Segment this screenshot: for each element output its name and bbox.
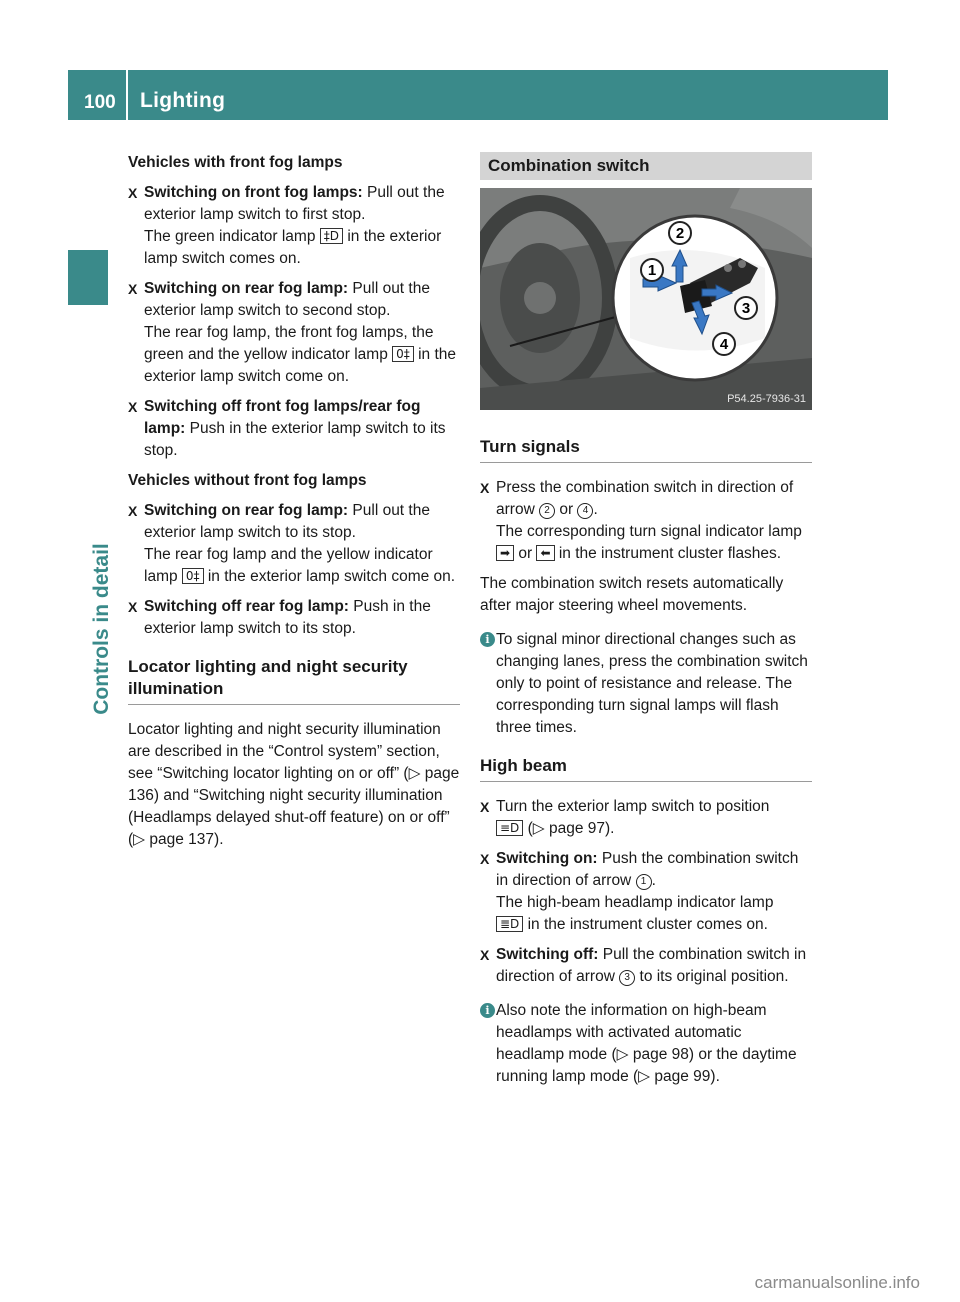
combination-switch-figure: [480, 188, 812, 410]
step-label: Switching off:: [496, 946, 599, 963]
callout-1: 1: [647, 262, 657, 279]
no-front-fog-heading: Vehicles without front fog lamps: [128, 472, 367, 489]
arrow-number-4: 4: [577, 503, 593, 519]
step-text: Push the combination switch in direction of arrow: [496, 850, 799, 889]
step-label: Switching on:: [496, 850, 598, 867]
side-chapter-label: [82, 520, 122, 750]
step-arrow-icon: X: [480, 799, 490, 815]
callout-2: 2: [675, 225, 685, 242]
high-beam-indicator-icon: ≣D: [496, 916, 523, 932]
right-turn-indicator-icon: ➡: [496, 545, 514, 561]
step-text: or: [555, 501, 578, 518]
step-result: The green indicator lamp: [144, 228, 320, 245]
step-result: The rear fog lamp and the yellow indicator lamp: [144, 546, 433, 585]
header-divider: [126, 70, 128, 120]
callout-3: 3: [741, 300, 751, 317]
step-text: Press the combination switch in direction of arrow: [496, 479, 794, 518]
locator-heading: Locator lighting and night security illumination: [128, 656, 460, 705]
step-text: .: [651, 872, 656, 889]
step-label: Switching on rear fog lamp:: [144, 502, 349, 519]
step-arrow-icon: X: [128, 399, 138, 415]
step-arrow-icon: X: [480, 851, 490, 867]
step-result-end: in the exterior lamp switch come on.: [144, 346, 457, 385]
arrow-number-1: 1: [636, 874, 652, 890]
step-text: Push in the exterior lamp switch to its stop.: [144, 420, 446, 459]
locator-body: Locator lighting and night security illumination are described in the “Control system” section, see “Switching locator lighting on or off” (▷ page 136) and “Switching night security illumination (Headlamps delayed shut-off feature) on or off” (▷ page 137).: [128, 721, 460, 848]
step-turn-signal: [480, 477, 812, 565]
rear-fog-indicator-icon: 0‡: [392, 346, 414, 362]
step-arrow-icon: X: [480, 947, 490, 963]
front-fog-indicator-icon: ‡D: [320, 228, 343, 244]
step-label: Switching on front fog lamps:: [144, 184, 363, 201]
watermark: carmanualsonline.info: [754, 1273, 920, 1292]
step-result-end: in the exterior lamp switch comes on.: [144, 228, 442, 267]
step-arrow-icon: X: [128, 281, 138, 297]
step-result: The high-beam headlamp indicator lamp: [496, 894, 774, 911]
step-text: Push in the exterior lamp switch to its stop.: [144, 598, 431, 637]
combination-switch-heading: Combination switch: [480, 152, 812, 180]
turn-signals-heading: Turn signals: [480, 436, 812, 463]
step-text: .: [593, 501, 598, 518]
callout-4: 4: [719, 336, 729, 353]
step-arrow-icon: X: [128, 503, 138, 519]
step-text: Pull out the exterior lamp switch to second stop.: [144, 280, 430, 319]
step-text: to its original position.: [635, 968, 789, 985]
step-arrow-icon: X: [128, 185, 138, 201]
info-icon: i: [480, 1003, 495, 1018]
step-high-beam-position: [480, 796, 812, 840]
step-label: Switching on rear fog lamp:: [144, 280, 349, 297]
turn-info-note: [480, 629, 812, 739]
step-text: (▷ page 97).: [523, 820, 615, 837]
left-column: [128, 152, 460, 859]
step-rear-only-off: [128, 596, 460, 640]
figure-code: P54.25-7936-31: [727, 393, 806, 405]
left-turn-indicator-icon: ⬅: [536, 545, 554, 561]
info-icon: i: [480, 632, 495, 647]
step-arrow-icon: X: [480, 480, 490, 496]
step-result-end: in the instrument cluster flashes.: [554, 545, 782, 562]
step-fog-off: [128, 396, 460, 462]
step-label: Switching off front fog lamps/rear fog lamp:: [144, 398, 421, 437]
step-front-fog-on: [128, 182, 460, 270]
right-column: [480, 152, 812, 1098]
step-label: Switching off rear fog lamp:: [144, 598, 349, 615]
info-text: To signal minor directional changes such as changing lanes, press the combination switch only to point of resistance and release. The corresponding turn signal lamps will flash three times.: [496, 631, 808, 736]
high-beam-info-note: [480, 1000, 812, 1088]
combination-switch-illustration: [480, 188, 812, 410]
step-arrow-icon: X: [128, 599, 138, 615]
turn-reset-text: The combination switch resets automatically after major steering wheel movements.: [480, 575, 784, 614]
headlamp-position-icon: ≡D: [496, 820, 523, 836]
step-text: Pull out the exterior lamp switch to its stop.: [144, 502, 430, 541]
step-result-end: in the instrument cluster comes on.: [523, 916, 768, 933]
step-high-beam-on: [480, 848, 812, 936]
step-text: Pull the combination switch in direction of arrow: [496, 946, 807, 985]
step-rear-only-on: [128, 500, 460, 588]
arrow-number-3: 3: [619, 970, 635, 986]
page-header: [68, 70, 888, 120]
section-title: Lighting: [140, 89, 226, 112]
high-beam-heading: High beam: [480, 755, 812, 782]
chapter-label-text: Controls in detail: [90, 543, 113, 715]
step-result: The corresponding turn signal indicator lamp: [496, 523, 802, 540]
step-rear-fog-on: [128, 278, 460, 388]
step-high-beam-off: [480, 944, 812, 988]
arrow-number-2: 2: [539, 503, 555, 519]
step-result: The rear fog lamp, the front fog lamps, the green and the yellow indicator lamp: [144, 324, 434, 363]
info-text: Also note the information on high-beam headlamps with activated automatic headlamp mode (▷ page 98) or the daytime running lamp mode (▷ page 99).: [496, 1002, 797, 1085]
side-tab-marker: [68, 250, 108, 305]
step-text: Turn the exterior lamp switch to position: [496, 798, 770, 815]
step-text: Pull out the exterior lamp switch to first stop.: [144, 184, 445, 223]
step-text: or: [514, 545, 537, 562]
page-number: 100: [84, 92, 116, 113]
front-fog-heading: Vehicles with front fog lamps: [128, 154, 343, 171]
step-result-end: in the exterior lamp switch come on.: [203, 568, 456, 585]
rear-fog-indicator-icon: 0‡: [182, 568, 204, 584]
